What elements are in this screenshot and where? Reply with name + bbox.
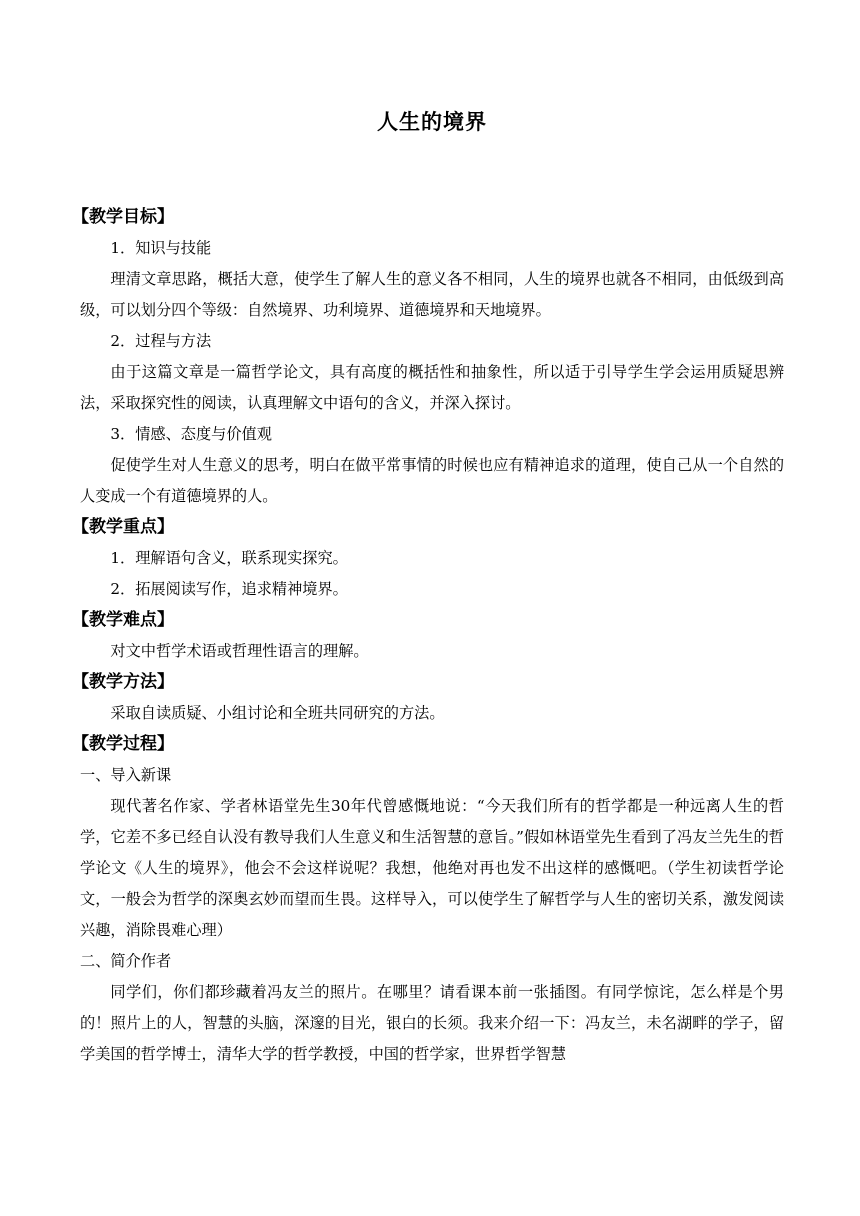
process-heading: 【教学过程】: [72, 734, 174, 754]
methods-heading: 【教学方法】: [72, 672, 174, 692]
document-body: [72, 202, 784, 1070]
objective-2-text: 由于这篇文章是一篇哲学论文，具有高度的概括性和抽象性，所以适于引导学生学会运用质疑思辨法，采取探究性的阅读，认真理解文中语句的含义，并深入探讨。: [80, 363, 784, 412]
key-point-1: 1．理解语句含义，联系现实探究。: [110, 549, 348, 567]
methods-text: 采取自读质疑、小组讨论和全班共同研究的方法。: [110, 704, 445, 722]
objective-3-text: 促使学生对人生意义的思考，明白在做平常事情的时候也应有精神追求的道理，使自己从一个自然的人变成一个有道德境界的人。: [80, 456, 784, 505]
key-point-2: 2．拓展阅读写作，追求精神境界。: [110, 580, 348, 598]
difficulties-text: 对文中哲学术语或哲理性语言的理解。: [110, 642, 369, 660]
process-section-1-text: 现代著名作家、学者林语堂先生30年代曾感慨地说：“今天我们所有的哲学都是一种远离人生的哲学，它差不多已经自认没有教导我们人生意义和生活智慧的意旨。”假如林语堂先生看到了冯友兰先生的哲学论文《人生的境界》，他会不会这样说呢？我想，他绝对再也发不出这样的感慨吧。（学生初读哲学论文，一般会为哲学的深奥玄妙而望而生畏。这样导入，可以使学生了解哲学与人生的密切关系，激发阅读兴趣，消除畏难心理）: [80, 797, 784, 939]
key-points-heading: 【教学重点】: [72, 517, 174, 537]
objective-2-title: 2．过程与方法: [110, 332, 212, 350]
objective-1-text: 理清文章思路，概括大意，使学生了解人生的意义各不相同，人生的境界也就各不相同，由低级到高级，可以划分四个等级：自然境界、功利境界、道德境界和天地境界。: [80, 270, 784, 319]
process-section-2-title: 二、简介作者: [80, 952, 172, 970]
process-section-1-title: 一、导入新课: [80, 766, 172, 784]
objective-1-title: 1．知识与技能: [110, 239, 212, 257]
objective-3-title: 3．情感、态度与价值观: [110, 425, 272, 443]
difficulties-heading: 【教学难点】: [72, 610, 174, 630]
objectives-heading: 【教学目标】: [72, 207, 174, 227]
document-title: 人生的境界: [377, 110, 487, 134]
process-section-2-text: 同学们，你们都珍藏着冯友兰的照片。在哪里？请看课本前一张插图。有同学惊诧，怎么样是个男的！照片上的人，智慧的头脑，深邃的目光，银白的长须。我来介绍一下：冯友兰，未名湖畔的学子，留学美国的哲学博士，清华大学的哲学教授，中国的哲学家，世界哲学智慧: [80, 983, 784, 1063]
